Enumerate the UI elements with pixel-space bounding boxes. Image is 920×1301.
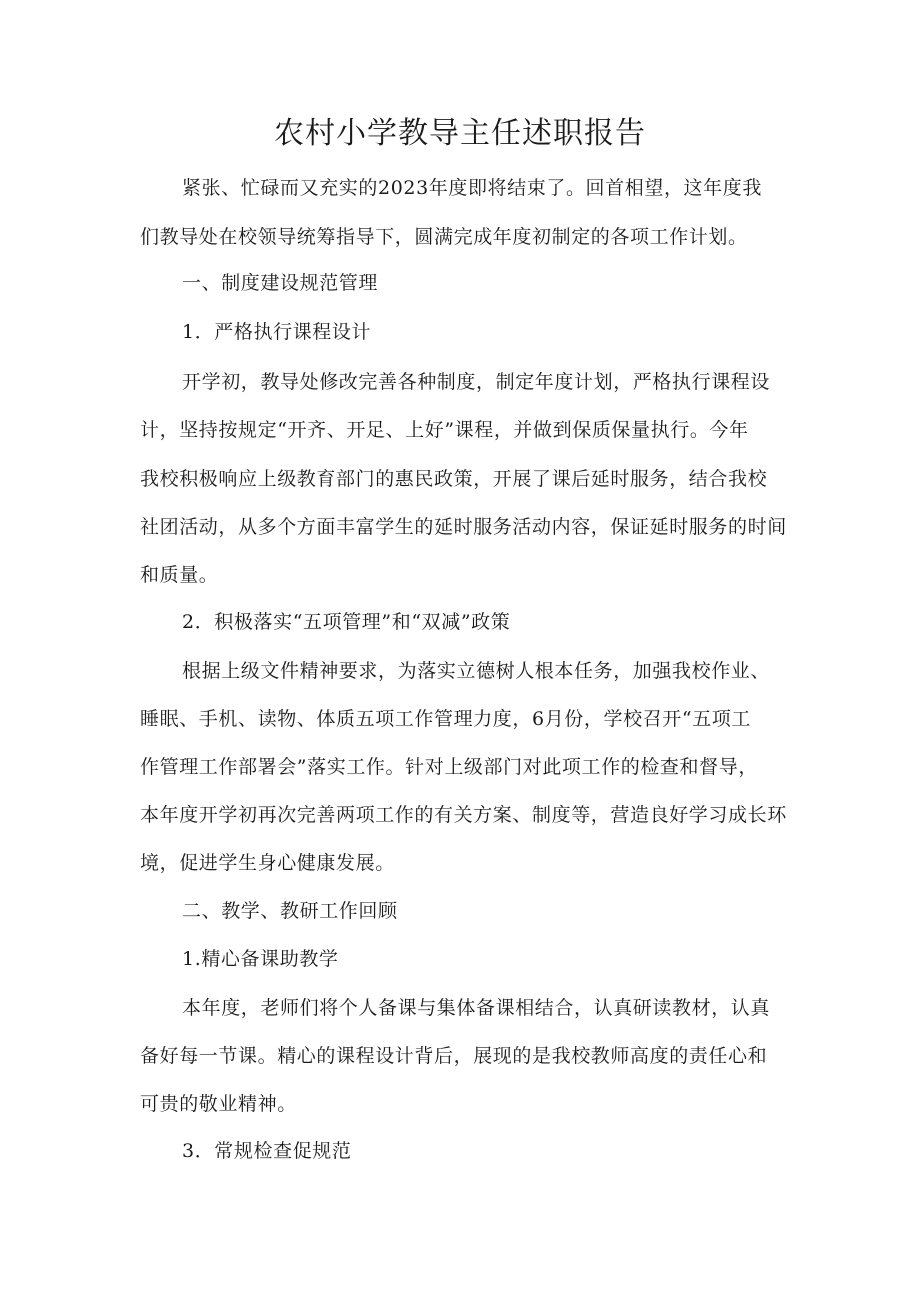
paragraph-line: 们教导处在校领导统筹指导下，圆满完成年度初制定的各项工作计划。 — [140, 226, 748, 248]
paragraph-line: 可贵的敬业精神。 — [140, 1093, 297, 1115]
paragraph-line: 境，促进学生身心健康发展。 — [140, 852, 395, 874]
paragraph-line: 作管理工作部署会”落实工作。针对上级部门对此项工作的检查和督导， — [140, 756, 758, 778]
paragraph-line: 开学初，教导处修改完善各种制度，制定年度计划，严格执行课程设 — [182, 371, 771, 393]
paragraph-line: 根据上级文件精神要求，为落实立德树人根本任务，加强我校作业、 — [182, 660, 771, 682]
document-title: 农村小学教导主任述职报告 — [274, 116, 646, 151]
paragraph-line: 计，坚持按规定“开齐、开足、上好”课程，并做到保质保量执行。今年 — [140, 419, 749, 441]
subsection-heading: 3．常规检查促规范 — [182, 1140, 352, 1162]
section-heading: 二、教学、教研工作回顾 — [182, 900, 398, 922]
subsection-heading: 1．严格执行课程设计 — [182, 321, 372, 343]
section-heading: 一、制度建设规范管理 — [182, 272, 379, 294]
paragraph-line: 备好每一节课。精心的课程设计背后，展现的是我校教师高度的责任心和 — [140, 1045, 768, 1067]
paragraph-line: 紧张、忙碌而又充实的2023年度即将结束了。回首相望，这年度我 — [182, 177, 762, 199]
paragraph-line: 我校积极响应上级教育部门的惠民政策，开展了课后延时服务，结合我校 — [140, 468, 768, 490]
paragraph-line: 睡眠、手机、读物、体质五项工作管理力度，6月份，学校召开“五项工 — [140, 708, 752, 730]
paragraph-line: 本年度开学初再次完善两项工作的有关方案、制度等，营造良好学习成长环 — [140, 804, 787, 826]
paragraph-line: 社团活动，从多个方面丰富学生的延时服务活动内容，保证延时服务的时间 — [140, 516, 787, 538]
subsection-heading: 1.精心备课助教学 — [182, 948, 339, 970]
paragraph-line: 本年度，老师们将个人备课与集体备课相结合，认真研读教材，认真 — [182, 997, 771, 1019]
subsection-heading: 2．积极落实“五项管理”和“双减”政策 — [182, 611, 511, 633]
paragraph-line: 和质量。 — [140, 564, 219, 586]
